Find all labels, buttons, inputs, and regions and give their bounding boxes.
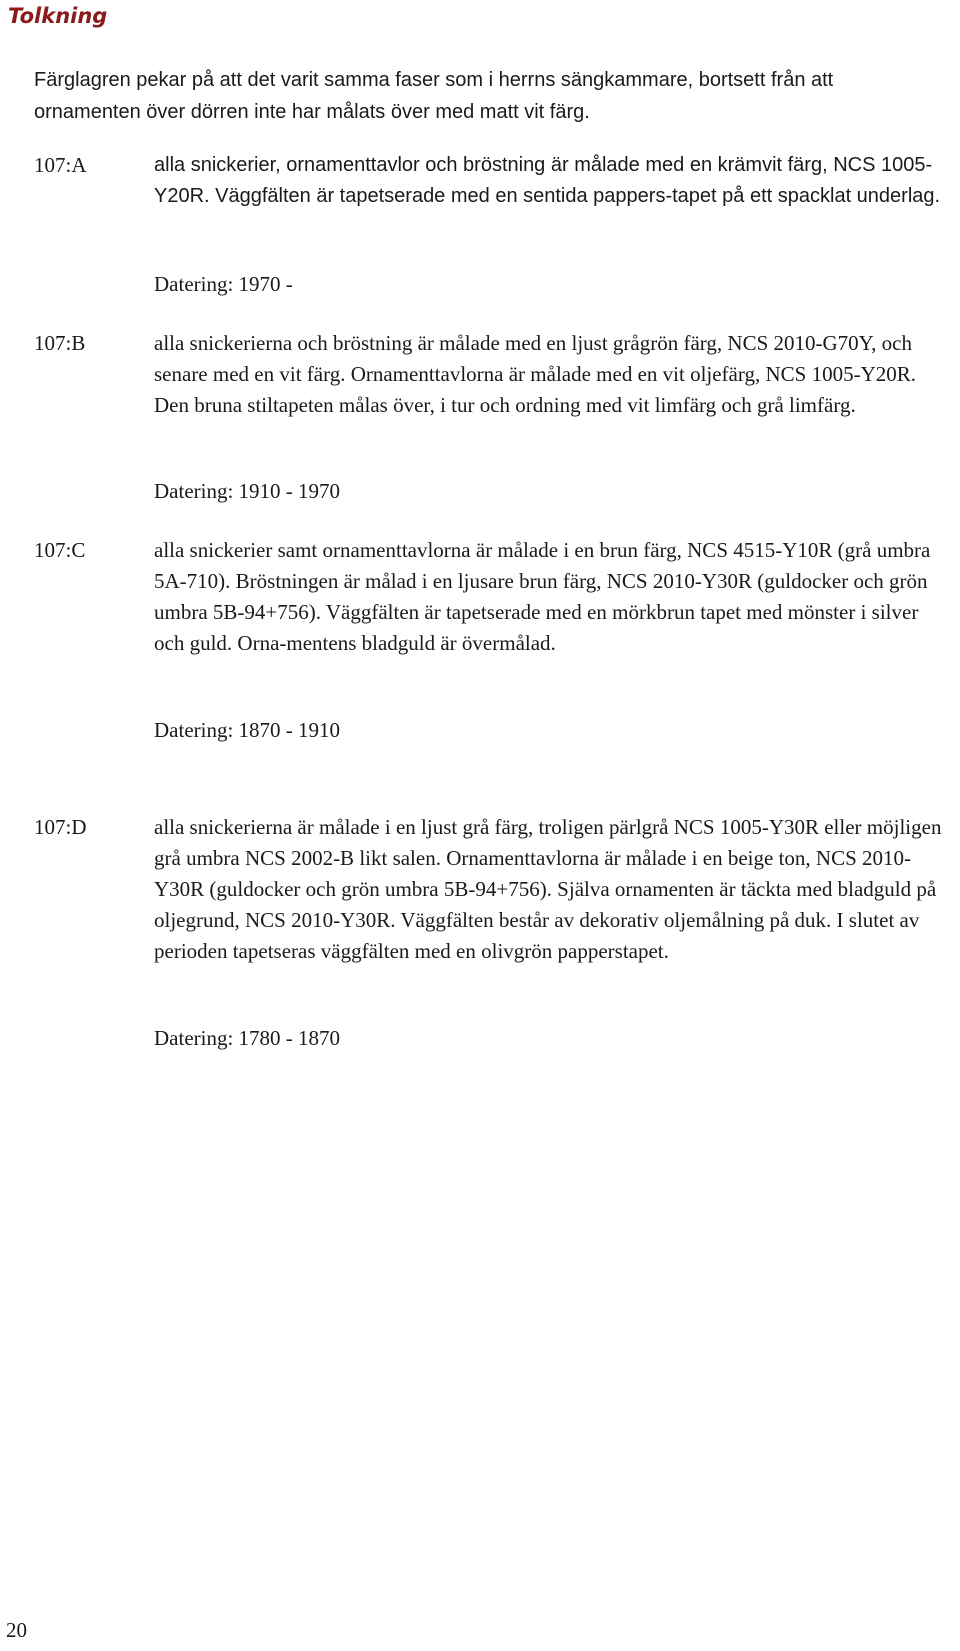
phase-code: 107:C — [34, 538, 86, 562]
phase-description: alla snickerierna är målade i en ljust grå färg, troligen pärlgrå NCS 1005-Y30R eller möjligen grå umbra NCS 2002-B likt salen. Ornamenttavlorna är målade i en beige ton, NCS 2010-Y30R (guldocker och grön umbra 5B-94+756). Själva ornamenten är täckta med bladguld på oljegrund, NCS 2010-Y30R. Väggfälten består av dekorativ oljemålning på duk. I slutet av perioden tapetseras väggfälten med en olivgrön papperstapet. — [154, 815, 942, 963]
phase-description: alla snickerier samt ornamenttavlorna är målade i en brun färg, NCS 4515-Y10R (grå umbra 5A-710). Bröstningen är målad i en ljusare brun färg, NCS 2010-Y30R (guldocker och grön umbra 5B-94+756). Väggfälten är tapetserade med en mörkbrun tapet med mönster i silver och guld. Orna-mentens bladguld är övermålad. — [154, 538, 931, 655]
page-number: 20 — [6, 1618, 27, 1642]
phase-description: alla snickerierna och bröstning är målade med en ljust grågrön färg, NCS 2010-G70Y, och senare med en vit färg. Ornamenttavlorna är målade med en vit oljefärg, NCS 1005-Y20R. Den bruna stiltapeten målas över, i tur och ordning med vit limfärg och grå limfärg. — [154, 331, 916, 417]
phase-code: 107:D — [34, 815, 87, 839]
phase-code: 107:B — [34, 331, 86, 355]
section-heading: Tolkning — [8, 4, 108, 28]
phase-description: alla snickerier, ornamenttavlor och bröstning är målade med en krämvit färg, NCS 1005-Y20R. Väggfälten är tapetserade med en sentida pappers-tapet på ett spacklat underlag. — [154, 154, 941, 207]
phase-dating: Datering: 1970 - — [154, 272, 293, 296]
phase-dating: Datering: 1910 - 1970 — [154, 479, 341, 503]
phase-dating: Datering: 1780 - 1870 — [154, 1026, 341, 1050]
phase-code: 107:A — [34, 153, 87, 177]
intro-paragraph: Färglagren pekar på att det varit samma faser som i herrns sängkammare, bortsett från att ornamenten över dörren inte har målats över med matt vit färg. — [34, 69, 834, 123]
phase-dating: Datering: 1870 - 1910 — [154, 718, 341, 742]
